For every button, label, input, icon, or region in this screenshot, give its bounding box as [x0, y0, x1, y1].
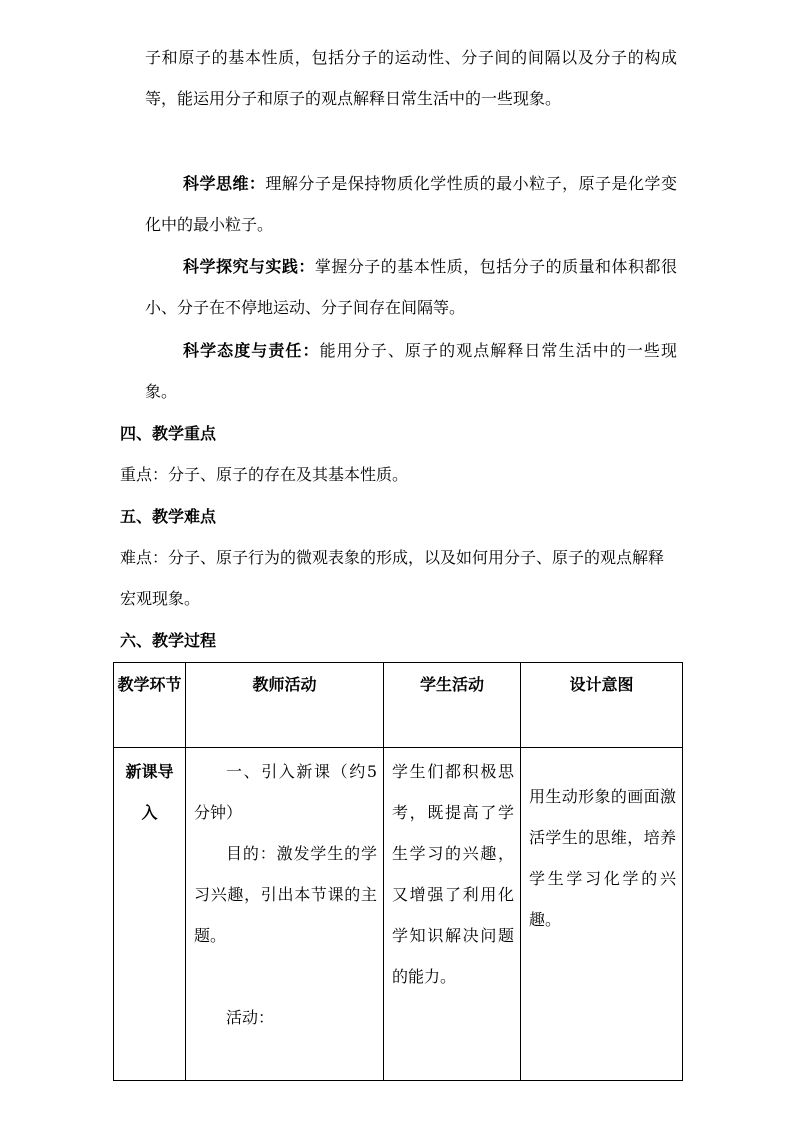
table-header-cell: [186, 663, 384, 748]
header-teacher-activity: 教师活动: [252, 675, 317, 694]
header-student-activity: 学生活动: [419, 675, 484, 694]
spacer: [194, 956, 377, 997]
paragraph-text: 理解分子是保持物质化学性质的最小粒子，原子是化学变化中的最小粒子。: [145, 174, 677, 234]
paragraph-text: 能用分子、原子的观点解释日常生活中的一些现象。: [145, 341, 677, 401]
teacher-intro: 一、引入新课（约5分钟）: [194, 762, 377, 822]
table-row: [114, 748, 683, 1081]
table-cell: [521, 748, 683, 1081]
paragraph-scientific-inquiry: [145, 246, 677, 328]
table-header-cell: [521, 663, 683, 748]
paragraph-scientific-thinking: [145, 163, 677, 245]
paragraph-lead: 科学态度与责任：: [183, 341, 320, 360]
table-header-cell: [384, 663, 521, 748]
paragraph-text: 掌握分子的基本性质，包括分子的质量和体积都很小、分子在不停地运动、分子间存在间隔等。: [145, 257, 677, 317]
teacher-activity-label: 活动：: [226, 1008, 275, 1027]
table-cell: [186, 748, 384, 1081]
section-heading-difficulties: 五、教学难点: [120, 507, 217, 526]
stage-label: 新课导入: [125, 762, 174, 822]
design-intent-content: 用生动形象的画面激活学生的思维，培养学生学习化学的兴趣。: [529, 787, 676, 929]
teacher-activity-content: [186, 748, 383, 1038]
difficulties-text: 难点：分子、原子行为的微观表象的形成，以及如何用分子、原子的观点解释宏观现象。: [120, 548, 665, 608]
header-stage: 教学环节: [117, 675, 182, 694]
teacher-goal: 目的：激发学生的学习兴趣，引出本节课的主题。: [194, 844, 377, 945]
header-design-intent: 设计意图: [569, 675, 634, 694]
paragraph-lead: 科学思维：: [183, 174, 266, 193]
teaching-process-table: [113, 662, 683, 1081]
section-heading-key-points: 四、教学重点: [120, 424, 217, 443]
paragraph-text: 子和原子的基本性质，包括分子的运动性、分子间的间隔以及分子的构成等，能运用分子和原子的观点解释日常生活中的一些现象。: [145, 48, 677, 108]
paragraph-lead: 科学探究与实践：: [183, 257, 315, 276]
paragraph-core-literacy-continued: [145, 37, 677, 119]
table-header-row: [114, 663, 683, 748]
table-cell: [114, 748, 186, 1081]
section-heading-teaching-process: 六、教学过程: [120, 631, 217, 650]
key-points-text: 重点：分子、原子的存在及其基本性质。: [120, 465, 409, 484]
table-header-cell: [114, 663, 186, 748]
paragraph-scientific-attitude: [145, 330, 677, 412]
table-cell: [384, 748, 521, 1081]
student-activity-content: 学生们都积极思考，既提高了学生学习的兴趣，又增强了利用化学知识解决问题的能力。: [392, 762, 514, 986]
